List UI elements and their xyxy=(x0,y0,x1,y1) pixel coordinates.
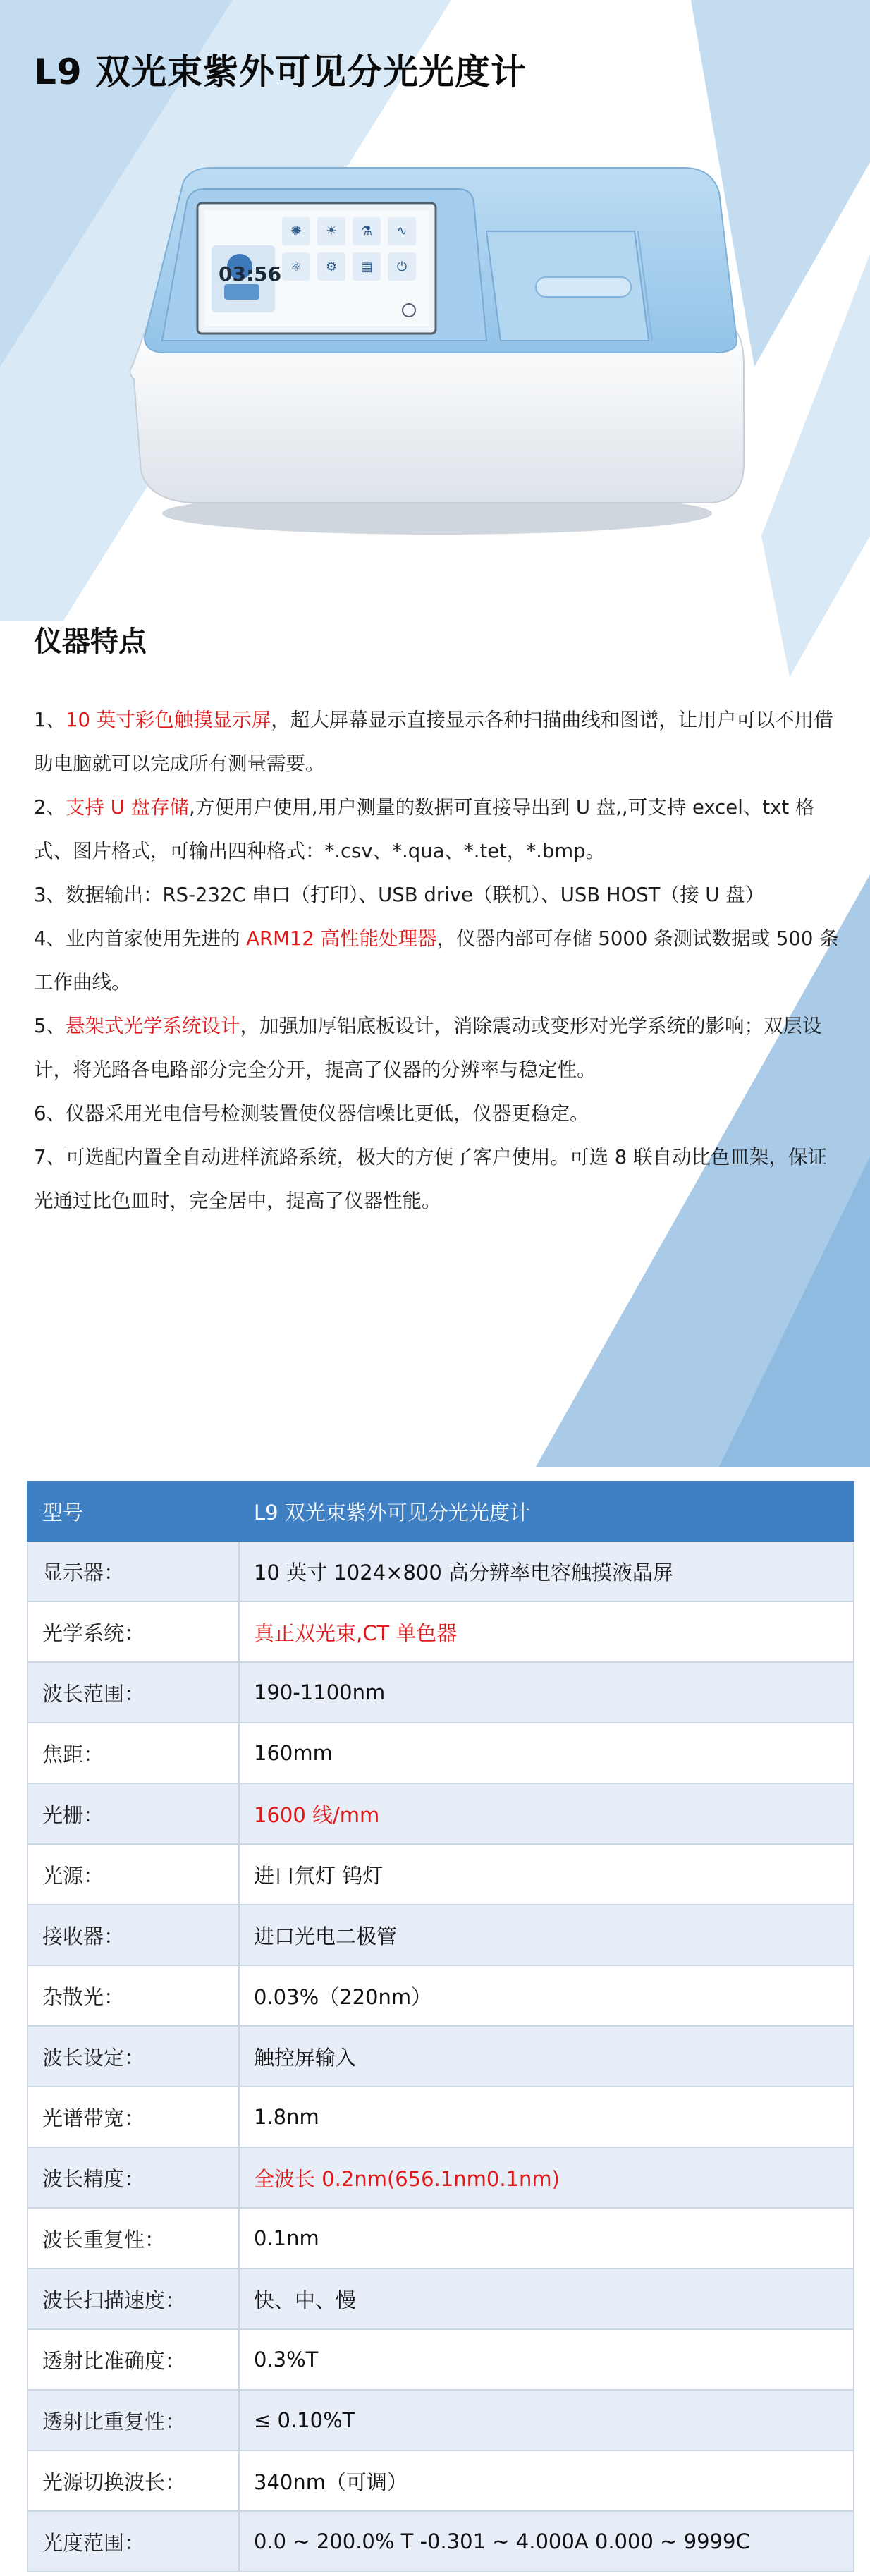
spec-label: 波长精度： xyxy=(27,2147,239,2208)
table-row xyxy=(27,2147,854,2208)
svg-text:⏻: ⏻ xyxy=(396,260,408,274)
spec-value: 340nm（可调） xyxy=(239,2450,854,2511)
table-row xyxy=(27,2329,854,2390)
spec-value: 快、中、慢 xyxy=(239,2269,854,2329)
specs-table xyxy=(27,1481,854,2572)
spec-label: 光源： xyxy=(27,1844,239,1905)
spec-label: 光学系统： xyxy=(27,1601,239,1662)
spec-label: 焦距： xyxy=(27,1723,239,1783)
table-row xyxy=(27,2208,854,2269)
feature-item: 7、可选配内置全自动进样流路系统，极大的方便了客户使用。可选 8 联自动比色皿架，保证光通过比色皿时，完全居中，提高了仪器性能。 xyxy=(34,1146,827,1212)
spec-label: 光栅： xyxy=(27,1783,239,1844)
svg-text:∿: ∿ xyxy=(396,224,408,238)
spec-label: 接收器： xyxy=(27,1905,239,1965)
table-row xyxy=(27,1601,854,1662)
spec-label: 显示器： xyxy=(27,1541,239,1601)
spec-label: 光源切换波长： xyxy=(27,2450,239,2511)
spec-label: 透射比准确度： xyxy=(27,2329,239,2390)
table-row xyxy=(27,1905,854,1965)
feature-item: 3、数据输出：RS-232C 串口（打印）、USB drive（联机）、USB HOST（接 U 盘） xyxy=(34,884,765,906)
spec-value: 160mm xyxy=(239,1723,854,1783)
spec-value: 0.1nm xyxy=(239,2208,854,2269)
table-row xyxy=(27,1783,854,1844)
feature-item: 6、仪器采用光电信号检测装置使仪器信噪比更低，仪器更稳定。 xyxy=(34,1102,589,1125)
spec-value: 190-1100nm xyxy=(239,1662,854,1723)
svg-text:⚙: ⚙ xyxy=(325,260,338,274)
table-row xyxy=(27,2269,854,2329)
feature-item: 5、悬架式光学系统设计，加强加厚铝底板设计，消除震动或变形对光学系统的影响；双层设计，将光路各电路部分完全分开，提高了仪器的分辨率与稳定性。 xyxy=(34,1015,822,1081)
spec-value: 0.3%T xyxy=(239,2329,854,2390)
spec-value: 0.0 ~ 200.0% T -0.301 ~ 4.000A 0.000 ~ 9999C xyxy=(239,2511,854,2572)
features-list xyxy=(34,698,845,1223)
spec-value: ≤ 0.10%T xyxy=(239,2390,854,2450)
specs-header-label: 型号 xyxy=(27,1482,239,1541)
spec-label: 杂散光： xyxy=(27,1965,239,2026)
svg-text:✺: ✺ xyxy=(290,224,302,238)
table-row xyxy=(27,1723,854,1783)
spec-label: 波长扫描速度： xyxy=(27,2269,239,2329)
svg-text:⚛: ⚛ xyxy=(290,260,302,274)
spec-value: 真正双光束,CT 单色器 xyxy=(239,1601,854,1662)
table-row xyxy=(27,2390,854,2450)
device-screen-clock: 03:56 xyxy=(219,262,282,286)
spec-label: 波长重复性： xyxy=(27,2208,239,2269)
spec-label: 光度范围： xyxy=(27,2511,239,2572)
svg-text:⚗: ⚗ xyxy=(360,224,373,238)
spec-value: 触控屏输入 xyxy=(239,2026,854,2087)
table-row xyxy=(27,1541,854,1601)
spec-value: 0.03%（220nm） xyxy=(239,1965,854,2026)
spec-label: 波长范围： xyxy=(27,1662,239,1723)
table-row xyxy=(27,2026,854,2087)
feature-item: 4、业内首家使用先进的 ARM12 高性能处理器，仪器内部可存储 5000 条测试数据或 500 条工作曲线。 xyxy=(34,927,839,994)
table-row xyxy=(27,1662,854,1723)
table-row xyxy=(27,1844,854,1905)
spectrophotometer-illustration xyxy=(106,161,761,542)
spec-value: 进口光电二极管 xyxy=(239,1905,854,1965)
spec-value: 进口氘灯 钨灯 xyxy=(239,1844,854,1905)
spec-label: 透射比重复性： xyxy=(27,2390,239,2450)
table-row xyxy=(27,2087,854,2147)
spec-value: 1.8nm xyxy=(239,2087,854,2147)
spec-label: 光谱带宽： xyxy=(27,2087,239,2147)
table-row xyxy=(27,1965,854,2026)
feature-item: 1、10 英寸彩色触摸显示屏，超大屏幕显示直接显示各种扫描曲线和图谱，让用户可以不用借助电脑就可以完成所有测量需要。 xyxy=(34,709,833,775)
feature-item: 2、支持 U 盘存储,方便用户使用,用户测量的数据可直接导出到 U 盘,,可支持 excel、txt 格式、图片格式，可输出四种格式：*.csv、*.qua、*.tet，*.bmp。 xyxy=(34,796,815,862)
table-row xyxy=(27,2450,854,2511)
table-row xyxy=(27,2511,854,2572)
spec-value: 10 英寸 1024×800 高分辨率电容触摸液晶屏 xyxy=(239,1541,854,1601)
svg-text:☀: ☀ xyxy=(325,224,338,238)
features-heading: 仪器特点 xyxy=(34,625,147,658)
spec-label: 波长设定： xyxy=(27,2026,239,2087)
specs-header-value: L9 双光束紫外可见分光光度计 xyxy=(239,1482,854,1541)
spec-value: 全波长 0.2nm(656.1nm0.1nm) xyxy=(239,2147,854,2208)
specs-header-row xyxy=(27,1482,854,1541)
page-title: L9 双光束紫外可见分光光度计 xyxy=(34,51,527,92)
spec-value: 1600 线/mm xyxy=(239,1783,854,1844)
svg-text:▤: ▤ xyxy=(360,260,373,274)
